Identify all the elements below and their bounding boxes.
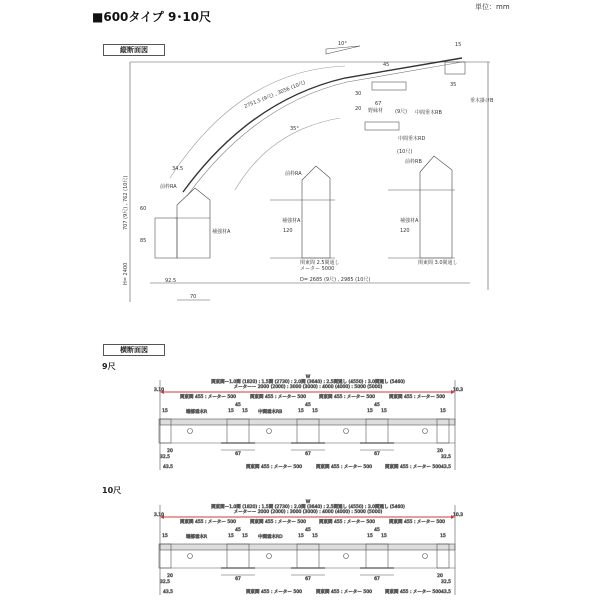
- pitch-bottom-1: 関東間 455 : メーター 500: [316, 465, 372, 470]
- dim-45-0: 45: [235, 403, 241, 408]
- dim-45-0: 45: [235, 528, 241, 533]
- label-reinforce-right: 補強材A: [400, 218, 419, 224]
- label-mid-rafter: 中間垂木RB: [258, 410, 283, 415]
- bolt-hole-3: [423, 554, 428, 559]
- angle-top: 10°: [338, 41, 347, 47]
- dim-43-5-right: 43.5: [440, 590, 452, 595]
- pitch-bottom-2: 関東間 455 : メーター 500: [385, 590, 441, 595]
- page-title: ■600タイプ 9･10尺: [92, 10, 212, 24]
- w-label: W: [305, 500, 311, 505]
- label-nobuchi: 野縁材: [368, 108, 384, 114]
- pitch-top-1: 関東間 455 : メーター 500: [250, 520, 306, 525]
- cross-section-panel-10: [154, 499, 463, 595]
- dim-20-left: 20: [167, 449, 173, 454]
- dim-15a-1: 15: [298, 534, 304, 539]
- pitch-top-2: 関東間 455 : メーター 500: [319, 395, 375, 400]
- label-mid-rd: 中間垂木RD: [398, 136, 426, 142]
- label-mid-rafter: 中間垂木RD: [258, 535, 283, 540]
- depth-d: D= 2685 (9尺) , 2985 (10尺): [300, 277, 371, 283]
- right-edge-dim: 10.3: [452, 388, 464, 393]
- bolt-hole-0: [188, 429, 193, 434]
- note-right: 関東間 3.0間通し: [418, 260, 458, 266]
- bolt-hole-0: [188, 554, 193, 559]
- pitch-top-2: 関東間 455 : メーター 500: [319, 520, 375, 525]
- dim-15b-0: 15: [242, 409, 248, 414]
- roof-beam: [160, 544, 455, 550]
- dim-92-5: 92.5: [165, 278, 177, 284]
- dim-67-1: 67: [305, 452, 311, 457]
- dim-15: 15: [455, 42, 462, 48]
- span-line-1: 関東間－1.0間 (1820) : 1.5間 (2730) : 2.0間 (3640) : 2.5間通し (4550) : 3.0間通し (5460): [211, 380, 405, 385]
- dim-120-right: 120: [400, 228, 410, 234]
- label-reinforce: 補強材A: [212, 229, 231, 235]
- roof-beam: [160, 419, 455, 425]
- arc-length: 2751.5 (9尺) , 3056 (10尺): [243, 79, 307, 110]
- dim-32-5-left: 32.5: [159, 455, 171, 460]
- pitch-bottom-1: 関東間 455 : メーター 500: [316, 590, 372, 595]
- end-dim-15-0: 15: [162, 409, 168, 414]
- pitch-bottom-0: 関東間 455 : メーター 500: [246, 465, 302, 470]
- panel-title-9: 9尺: [102, 362, 116, 371]
- dim-30: 30: [355, 91, 362, 97]
- label-reinforce-mid: 補強材A: [282, 218, 301, 224]
- label-front-ra: 前枠RA: [160, 184, 177, 190]
- height-h: H= 2400: [123, 262, 129, 285]
- dim-120-mid: 120: [283, 228, 293, 234]
- vertical-section-label: 縦断面図: [103, 44, 165, 56]
- cross-section-label: 横断面図: [103, 344, 165, 356]
- dim-20: 20: [355, 106, 362, 112]
- bolt-hole-1: [267, 429, 272, 434]
- dim-67-1: 67: [305, 577, 311, 582]
- panel-title-10: 10尺: [102, 486, 122, 495]
- label-end-rafter: 端部垂木R: [186, 410, 208, 415]
- pitch-top-3: 関東間 455 : メーター 500: [389, 395, 445, 400]
- label-10: (10尺): [397, 149, 413, 155]
- dim-15a-1: 15: [298, 409, 304, 414]
- dim-20-right: 20: [437, 574, 443, 579]
- dim-43-5-left: 43.5: [162, 590, 174, 595]
- dim-32-5-right: 32.5: [440, 455, 452, 460]
- label-front-ra-mid: 前枠RA: [285, 171, 302, 177]
- bolt-hole-3: [423, 429, 428, 434]
- dim-45-1: 45: [305, 403, 311, 408]
- dim-45-2: 45: [374, 403, 380, 408]
- dim-43-5-right: 43.5: [440, 465, 452, 470]
- bolt-hole-2: [344, 554, 349, 559]
- dim-60: 60: [140, 206, 147, 212]
- note-mid-1: 関東間 2.5間通し: [300, 260, 340, 266]
- span-line-2: メーター－ 2000 (2000) : 3000 (3000) : 4000 (4000) : 5000 (5000): [233, 385, 383, 390]
- left-edge-dim: 3.10: [153, 388, 165, 393]
- note-mid-2: メーター 5000: [300, 266, 335, 272]
- dim-67: 67: [375, 101, 382, 107]
- pitch-top-0: 関東間 455 : メーター 500: [180, 520, 236, 525]
- w-label: W: [305, 375, 311, 380]
- label-front-rb: 前枠RB: [405, 159, 422, 165]
- pitch-top-1: 関東間 455 : メーター 500: [250, 395, 306, 400]
- cross-section-panel-9: [154, 374, 463, 470]
- dim-15b-2: 15: [381, 534, 387, 539]
- label-9: (9尺): [395, 109, 408, 115]
- height-total: 707 (9尺) , 762 (10尺): [123, 175, 129, 230]
- dim-15a-0: 15: [228, 409, 234, 414]
- dim-67-0: 67: [235, 452, 241, 457]
- span-line-2: メーター－ 2000 (2000) : 3000 (3000) : 4000 (4000) : 5000 (5000): [233, 510, 383, 515]
- pitch-bottom-2: 関東間 455 : メーター 500: [385, 465, 441, 470]
- dim-45-1: 45: [305, 528, 311, 533]
- dim-20-left: 20: [167, 574, 173, 579]
- bolt-hole-2: [344, 429, 349, 434]
- pitch-top-0: 関東間 455 : メーター 500: [180, 395, 236, 400]
- dim-15b-0: 15: [242, 534, 248, 539]
- bolt-hole-1: [267, 554, 272, 559]
- dim-15a-2: 15: [367, 534, 373, 539]
- label-end-rafter: 端部垂木R: [186, 535, 208, 540]
- dim-15a-0: 15: [228, 534, 234, 539]
- dim-67-2: 67: [374, 452, 380, 457]
- dim-15a-2: 15: [367, 409, 373, 414]
- end-dim-15-1: 15: [440, 534, 446, 539]
- left-edge-dim: 3.10: [153, 513, 165, 518]
- label-mid-rb: 中間垂木RB: [415, 110, 442, 116]
- dim-85: 85: [140, 238, 147, 244]
- dim-43-5-left: 43.5: [162, 465, 174, 470]
- pitch-bottom-0: 関東間 455 : メーター 500: [246, 590, 302, 595]
- span-line-1: 関東間－1.0間 (1820) : 1.5間 (2730) : 2.0間 (3640) : 2.5間通し (4550) : 3.0間通し (5460): [211, 505, 405, 510]
- dim-67-2: 67: [374, 577, 380, 582]
- pitch-top-3: 関東間 455 : メーター 500: [389, 520, 445, 525]
- right-edge-dim: 10.3: [452, 513, 464, 518]
- dim-45: 45: [383, 62, 390, 68]
- end-dim-15-1: 15: [440, 409, 446, 414]
- dim-34-5: 34.5: [172, 166, 184, 172]
- dim-35: 35: [450, 82, 457, 88]
- dim-45-2: 45: [374, 528, 380, 533]
- dim-15b-1: 15: [312, 534, 318, 539]
- unit-label: 単位：mm: [475, 3, 510, 11]
- dim-32-5-left: 32.5: [159, 580, 171, 585]
- dim-32-5-right: 32.5: [440, 580, 452, 585]
- angle-35: 35°: [290, 126, 299, 132]
- dim-20-right: 20: [437, 449, 443, 454]
- dim-15b-1: 15: [312, 409, 318, 414]
- end-dim-15-0: 15: [162, 534, 168, 539]
- dim-15b-2: 15: [381, 409, 387, 414]
- label-taruki-b: 垂木掛けB: [470, 98, 494, 104]
- dim-70: 70: [190, 294, 197, 300]
- dim-67-0: 67: [235, 577, 241, 582]
